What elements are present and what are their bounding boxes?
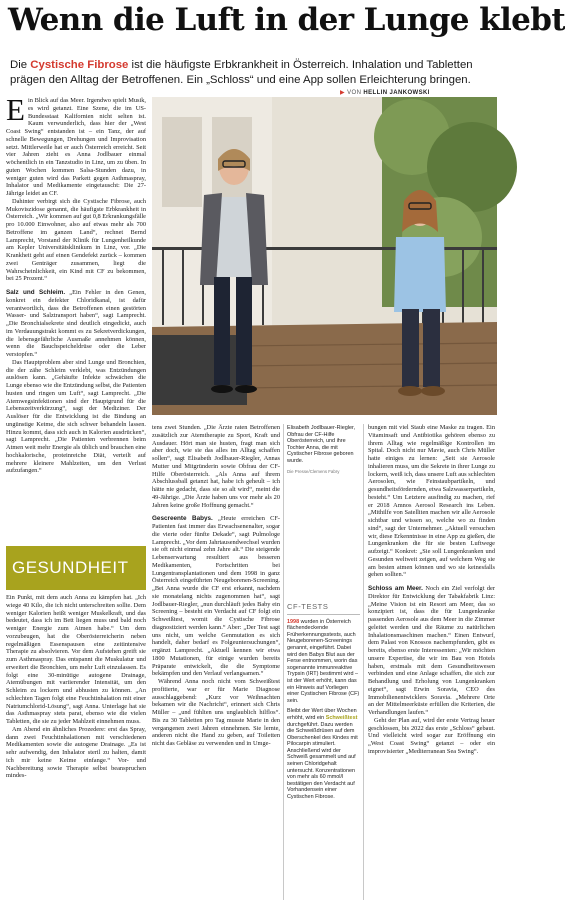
section-heading: Gescreente Babys. [152, 515, 213, 523]
byline-triangle-icon: ▶ [340, 90, 346, 96]
headline: Wenn die Luft in der Lunge klebt [8, 2, 565, 38]
infobox-text: durchgeführt. Dazu werden die Schweißdrüsen auf dem Oberschenkel des Kindes mit Pilocarpin stimuliert. Anschließend wird der Schweiß gesammelt und auf seinen Chloridgehalt untersucht. Konzentrationen von mehr als 60 mmol/l bestätigen den Verdacht auf Vorhandensein einer Cystischen Fibrose. [287, 721, 358, 801]
paragraph: Dahinter verbirgt sich die Cystische Fibrose, auch Mukoviszidose genannt, die häufigste Erbkrankheit in Österreich. „Wir kommen auf gut 0,8 Erkrankungsfälle pro 10.000 Einwohner, also auf etwas mehr als 700 Betroffene im ganzen Land“, rechnet Bernd Lamprecht, Vorstand der Klinik für Lungenheilkunde am Kepler Universitätsklinikum in Linz, vor. „Die Krankheit geht auf einen Gendefekt zurück – kommen zwei Genträger zusammen, liegt die Wahrscheinlichkeit, ein Kind mit CF zu bekommen, bei 25 Prozent.“ [6, 197, 146, 283]
subheadline [10, 58, 492, 88]
infobox-text: wurden in Österreich flächendeckende Früherkennungsstests, auch Neugeborenen-Screenings genannt, eingeführt. Dabei wird den Babys Blut aus der Ferse entnommen, worin das sogenannte immunreaktive Trypsin (IRT) bestimmt wird – ist der Wert erhöht, kann das ein Hinweis auf Vorliegen einer Cystischen Fibrose (CF) sein. [287, 618, 360, 704]
subhead-highlight: Cystische Fibrose [30, 59, 129, 71]
paragraph: Das Hauptproblem aber sind Lunge und Bronchien, die der zähe Schleim verklebt, was Entzündungen auslösen kann. „Gehäufte Infekte schwächen die Lunge ebenso wie die Entzündung selbst, die Patienten husten und ringen um Luft“, sagt Lamprecht. „Die Atemwegsinfektionen sind der Hauptgrund für die Lebenszeitverkürzung“, sagt der Mediziner. Der Auslöser für die Entwicklung ist die Bindung an ungünstige Keime, die sich schwer behandeln lassen. Hinzu kommt, dass sich auch in Kalorien ausdrücken“, sagt Lamprecht. „Die Patienten verbrennen beim Atmen weit mehr Energie als üblich und brauchen eine hochkalorische, proteinreiche Diät, verteilt auf mehrere kleinere Mahlzeiten, um den Verlust aufzufangen.“ [6, 358, 146, 475]
infobox-keyword: Schweißtest [325, 714, 358, 721]
article-column-4 [368, 424, 495, 902]
paragraph: Geht der Plan auf, wird der erste Vertrag heuer geschlossen, bis 2022 das erste „Schloss“ gebaut. Und vielleicht wird sogar zur Eröffnung ein „West Coast Swing“ getanzt – oder ein improvisierter „Mediterranean Sea Swing“. [368, 716, 495, 755]
section-heading: Salz und Schleim. [6, 289, 66, 296]
article-column-2 [152, 424, 280, 902]
photo-credit: Die Presse/Clemens Fabry [287, 468, 340, 474]
paragraph: Ein Punkt, mit dem auch Anna zu kämpfen hat. „Ich wiege 40 Kilo, die ich nicht unterschreiten sollte. Dem weniger Kalorien heißt weniger Muskelkraft, und das bedeutet, dass ich im Bett liegen muss und bald noch weniger Energie zum Atmen habe.“ Um dem vorzubeugen, hat die Oberösterreicherin neben regelmäßigen Essenspausen eine zeitintensive Therapie zu absolvieren. Vor dem Aufstehen greift sie zum Asthmaspray. Das entspannt die Muskulatur und erweitert die Bronchien, um mehr Luft einzulassen. Es folgt eine 30-minütige autogene Drainage, Atemübungen mit variierender Intensität, um den Schleim zu lockern und abhusten zu können. „An schlechten Tagen folgt eine Feuchtinhalation mit einer Natriumchlorid-Lösung“, sagt Anna. Unterlage hat sie das Asthmaspray stets parat, ebenso wie die vielen Tabletten, die sie zu jeder Mahlzeit einnehmen muss. [6, 594, 146, 725]
paragraph: bungen mit viel Staub eine Maske zu tragen. Ein Vitaminsaft und Antibiotika gehören ebenso zu ihrem Alltag wie regelmäßige Kontrollen im Spital. Doch nicht nur Mavie, auch Chris Müller hatte einiges zu lernen: „Seit sie Aerosole inhalieren muss, um die Sekrete in ihrer Lunge zu lockern, weiß ich, dass unsere Luft aus schlechten Aerosolen, wie Feinstaubpartikeln, und gesundheitsfördernden, etwa Salzwasserpartikeln, besteht.“ Um Letztere ausfindig zu machen, rief er 2018 Amnos Aerosol Research ins Leben. „Mithilfe von Satelliten machen wir alle Aerosole sichtbar und wissen so, welche wo zu finden sind“, sagt der Unternehmer. „Aktuell versuchen wir, diese Erkenntnisse in eine App zu gießen, die Lungenkranken die für sie besten Luftwege aufzeigt.“ Konkret: „Sie soll Lungenkranken und Gesunden weltweit zeigen, auf welchem Weg sie am besten atmen können und wo sie keinesfalls gehen sollten.“ [368, 424, 496, 579]
gesundheit-label: GESUNDHEIT [12, 558, 129, 577]
gesundheit-banner [6, 546, 146, 590]
byline [340, 89, 495, 96]
photo-illustration [152, 97, 497, 415]
article-column-1-continued [6, 594, 146, 902]
paragraph: Noch ein Ziel verfolgt der Direktor für Entwicklung der Tabakfabrik Linz: „Meine Vision ist ein Resort am Meer, das so konzipiert ist, dass die für Lungenkranke passenden Aerosole aus dem Meer in die Zimmer geleitet werden und die Räume zu natürlichen Inhalationsmaschinen machen.“ Einen Entwurf, dem Palast von Knossos nachempfunden, gibt es bereits, ebenso erste Interessenten: „Wir möchten unsere Expertise, die wir im Bau von Hotels haben, erstmals mit dem Gesundheitswesen verbinden und eine Anlage schaffen, die sich zur Behandlung und Erholung von Lungenkranken eignet“, sagt Erwin Soravia, CEO des Immobilienentwicklers Soravia. „Mehrere Orte an der Mittelmeerküste erfüllen die Kriterien, die Verhandlungen laufen.“ [368, 585, 495, 716]
caption-text: Elisabeth Jodlbauer-Riegler, Obfrau der CF-Hilfe Oberösterreich, und ihre Tochter Anna, die mit Cystischer Fibrose geboren wurde. [287, 425, 356, 464]
infobox-title: CF-TESTS [287, 604, 360, 615]
byline-author: HELLIN JANKOWSKI [363, 90, 430, 96]
drop-cap: E [6, 92, 25, 127]
article-column-1 [6, 92, 147, 543]
section-heading: Schloss am Meer. [368, 585, 423, 592]
infobox-year: 1998 [287, 618, 300, 625]
column-divider [363, 424, 364, 900]
subhead-pre: Die [10, 59, 31, 71]
article-photo [152, 97, 497, 415]
paragraph: in Blick auf das Meer. Irgendwo spielt Musik, es wird getanzt. Eine Szene, die im US-Bundesstaat Kalifornien nicht selten ist. Kaum verwunderlich, dass hier der „West Coast Swing“ entstanden ist – ein Tanz, der auf schnelle Bewegungen, Drehungen und Improvisation setzt. Mittlerweile hat er auch Österreich erreicht. Seit vier Jahren zieht es Anna Jodlbauer einmal wöchentlich in ein Tanzstudio in Linz, um zu üben. In guten Wochen kommen Salsa-Stunden dazu, in weniger guten wird das Parkett gegen Asthmaspray, Inhalator und Medikamente eingetauscht: Die 27-Jährige leidet an CF. [6, 97, 146, 197]
paragraph: „Heute erreichen CF-Patienten fast immer das Erwachsenenalter, sogar die vierte oder fünfte Dekade“, sagt Pulmologe Lamprecht. „Vor dem Jahrtausendwechsel wurden sie oft nicht einmal zehn Jahre alt.“ Die steigende Lebenserwartung resultiert aus besseren Medikamenten, Fortschritten bei Lungentransplantationen und dem 1998 in ganz Österreich eingeführten Neugeborenen-Screening. „Bei Anna wurde die CF erst erkannt, nachdem sie monatelang nichts zugenommen hat“, sagt Jodlbauer-Riegler, „nun durchläuft jedes Baby ein Screening – besteht ein Verdacht auf CF folgt ein Schweißtest, womit die Cystische Fibrose diagnostiziert werden kann.“ Aber: „Der Test sagt uns nicht, um welche Genmutation es sich handelt, daher bedarf es Folgeuntersuchungen“, ergänzt Lamprecht. „Aktuell kennen wir etwa 1800 Mutationen, für einige wurden bereits Präparate entwickelt, die die Symptome bekämpfen und den Verlauf verlangsamen.“ [152, 515, 280, 678]
infobox-text: Bleibt der Wert über Wochen erhöht, wird ein [287, 708, 357, 721]
paragraph: „Ein Fehler in den Genen, konkret ein defekter Chloridkanal, ist dafür verantwortlich, dass die Betroffenen einen gestörten Wasser- und Salztransport haben“, sagt Lamprecht. „Die Bronchialsekrete sind deutlich eingedickt, auch im Verdauungstrakt kommt es zu Sekretverdickungen, die lebensgefährliche Ausmaße annehmen können, wenn die Bauchspeicheldrüse oder die Leber verstopfen.“ [6, 289, 147, 358]
paragraph: Während Anna noch nicht vom Schweißtest profitierte, war er für Marie Diagnose ausschlaggebend: „Kurz vor Weihnachten bekamen wir die Nachricht“, erinnert sich Chris Müller – „und fühlten uns unglaublich hilflos“. Bis zu 30 Tabletten pro Tag musste Marie in den vergangenen zwei Jahren einnehmen. Sie lernte, anderen nicht die Hand zu geben, auf Toiletten nicht das Gebläse zu verwenden und in Umge- [152, 678, 280, 747]
paragraph: tens zwei Stunden. „Die Ärzte raten Betroffenen zusätzlich zur Atemtherapie zu Sport, Kraft und Ausdauer. Hört man sie husten, fragt man sich aber doch, wie sie das alles im Alltag schaffen sollen“, sagt Elisabeth Jodlbauer-Riegler, Annas Mutter und Mitgründerin sowie Obfrau der CF-Hilfe Oberösterreich. „Als Anna auf ihrem Abschlussball getanzt hat, habe ich geheult – ich hätte nie gedacht, dass sie so alt wird“, meint die 49-Jährige. „Die Ärzte haben uns vor mehr als 20 Jahren keine große Hoffnung gemacht.“ [152, 424, 280, 509]
cf-tests-infobox [287, 604, 360, 902]
subhead-text: ist die häufigste Erbkrankheit in Österreich. Inhalation und Tabletten prägen den Alltag der Betroffenen. Ein „Schloss“ und eine App sollen Erleichterung bringen. [10, 59, 473, 86]
column-divider [283, 424, 284, 900]
photo-caption [287, 425, 359, 565]
byline-prefix: VON [347, 90, 364, 96]
paragraph: Am Abend ein ähnliches Prozedere: erst das Spray, dann zwei Feuchtinhalationen mit verschiedenen Medikamenten sowie die autogene Drainage. „Es ist sehr aufwendig, den Inhalator steril zu halten, damit ich mir keine Keime einfange.“ Vor- und Nachbereitung sowie Therapie selbst beanspruchen mindes- [6, 725, 146, 780]
